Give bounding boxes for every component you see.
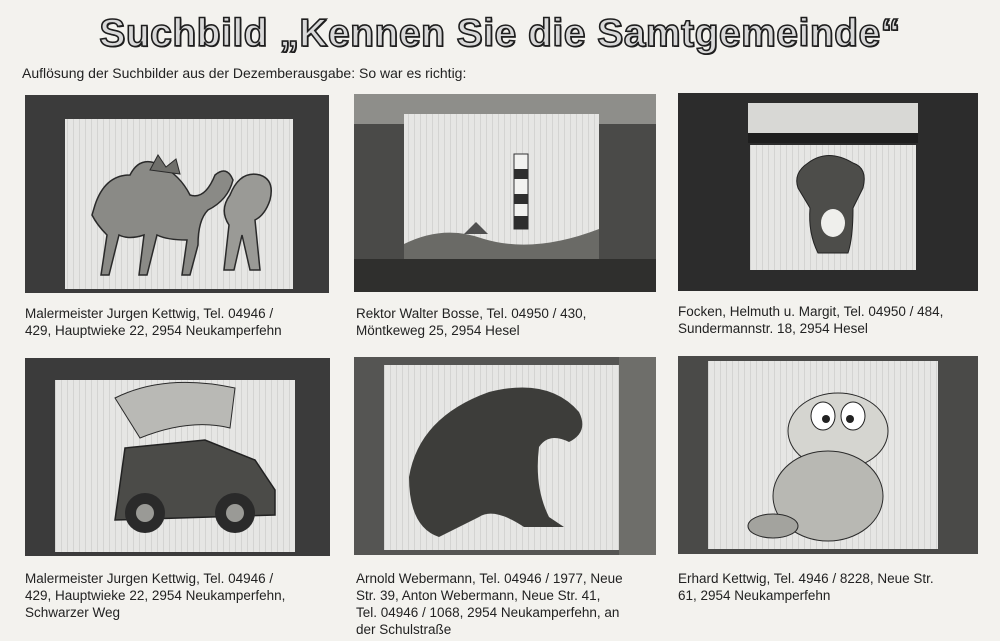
- walrus-mural-icon: [354, 357, 656, 555]
- caption-line: Malermeister Jurgen Kettwig, Tel. 04946 /: [25, 306, 274, 321]
- page-subtitle: Auflösung der Suchbilder aus der Dezemberausgabe: So war es richtig:: [22, 65, 467, 81]
- caption-line: der Schulstraße: [356, 622, 452, 637]
- vintage-car-mural-icon: [25, 358, 330, 556]
- caption-line: Möntkeweg 25, 2954 Hesel: [356, 323, 520, 338]
- caption-line: Malermeister Jurgen Kettwig, Tel. 04946 /: [25, 571, 274, 586]
- photo-cow: [678, 93, 978, 291]
- caption-line: Rektor Walter Bosse, Tel. 04950 / 430,: [356, 306, 587, 321]
- camels-mural-icon: [25, 95, 329, 293]
- caption-line: 429, Hauptwieke 22, 2954 Neukamperfehn: [25, 323, 282, 338]
- photo-lighthouse: [354, 94, 656, 292]
- photo-camels: [25, 95, 329, 293]
- caption-1: [25, 305, 282, 339]
- caption-line: Arnold Webermann, Tel. 04946 / 1977, Neue: [356, 571, 623, 586]
- lighthouse-mural-icon: [354, 94, 656, 292]
- caption-2: [356, 305, 586, 339]
- caption-line: Schwarzer Weg: [25, 605, 121, 620]
- caption-line: Erhard Kettwig, Tel. 4946 / 8228, Neue Str.: [678, 571, 934, 586]
- caption-line: Tel. 04946 / 1068, 2954 Neukamperfehn, an: [356, 605, 620, 620]
- page-title: Suchbild „Kennen Sie die Samtgemeinde“: [99, 12, 901, 55]
- caption-line: Focken, Helmuth u. Margit, Tel. 04950 / 484,: [678, 304, 944, 319]
- caption-6: [678, 570, 934, 604]
- photo-walrus: [354, 357, 656, 555]
- garfield-cat-mural-icon: [678, 356, 978, 554]
- caption-4: [25, 570, 285, 621]
- caption-line: Str. 39, Anton Webermann, Neue Str. 41,: [356, 588, 601, 603]
- caption-5: [356, 570, 623, 638]
- caption-line: Sundermannstr. 18, 2954 Hesel: [678, 321, 868, 336]
- caption-line: 61, 2954 Neukamperfehn: [678, 588, 831, 603]
- photo-garfield: [678, 356, 978, 554]
- caption-3: [678, 303, 943, 337]
- caption-line: 429, Hauptwieke 22, 2954 Neukamperfehn,: [25, 588, 286, 603]
- cow-mural-icon: [678, 93, 978, 291]
- photo-car: [25, 358, 330, 556]
